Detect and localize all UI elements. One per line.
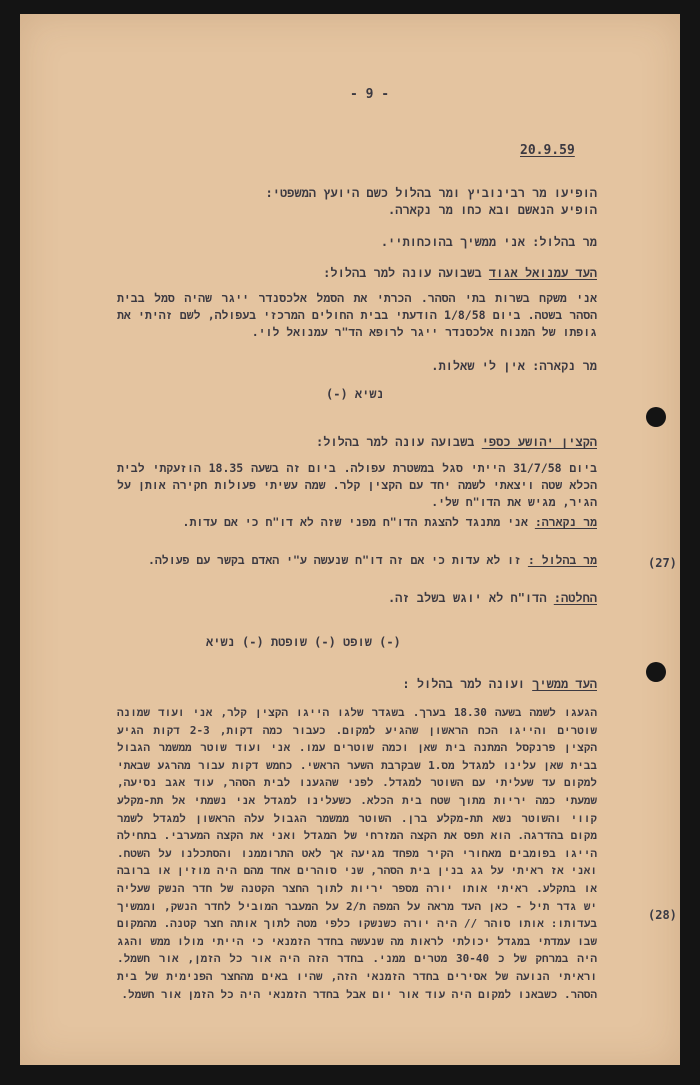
- speaker-label: מר נקארה:: [534, 515, 597, 529]
- reply-text: זו לא עדות כי אם זה דו"ח שנעשה ע"י האדם בקשר עם פעולה.: [147, 553, 521, 567]
- testimony-paragraph: ביום 31/7/58 הייתי סגל במשטרת עפולה. ביום זה בשעה 18.35 הוזעקתי לבית הכלא שטה ויצאתי לשמה יחד עם הקצין קלר. שמה עשיתי פעולות חקירה אותן על הגיר, מגיש את הדו"ח שלי.: [117, 461, 597, 509]
- margin-note: (27): [648, 556, 677, 570]
- document-page: [20, 14, 680, 1065]
- decision-text: הדו"ח לא יוגש בשלב זה.: [387, 591, 547, 605]
- witness-heading-rest: בשבועה עונה למר בהלול:: [323, 266, 482, 280]
- document-date: 20.9.59: [520, 143, 575, 158]
- decision-label: החלטה:: [553, 591, 597, 605]
- witness-name: הקצין יהושע כספי: [481, 435, 597, 449]
- intro-line: הופיע הנאשם ובא כחו מר נקארה.: [388, 203, 597, 217]
- speaker-label: מר בהלול :: [527, 553, 597, 567]
- decision-line: [388, 592, 597, 604]
- witness-name: העד ממשיך: [532, 677, 597, 691]
- cross-examination-line: מר נקארה: אין לי שאלות.: [431, 359, 597, 373]
- testimony-paragraph: אני משקח בשרות בתי הסהר. הכרתי את הסמל אלכסנדר ייגר שהיה סמל בבית הסהר בשטה. ביום 1/8/58 הודעתי בבית החולים המרכזי בעפולה, לשם זהיתי את גופתו של המנוח אלכסנדר ייגר לרופא הד"ר עמנואל לוי.: [117, 291, 597, 339]
- judges-signature-line: שופט (-) שופטת (-) נשיא (-): [206, 635, 401, 649]
- witness-heading: [316, 436, 597, 448]
- witness-heading-rest: ועונה למר בהלול :: [402, 677, 525, 691]
- testimony-paragraph: הגעגו לשמה בשעה 18.30 בערך. בשגדר שלגו הייגו הקצין קלר, אני ועוד שמונה שוטרים והייגו הכח הראשון שהגיע למקום. כעבור כמה דקות, 2-3 דקות הגיע הקצין פרנקסל המתנה בית שאן וכמה שוטרים עמו. אני ועוד שוטר ממשמר הגבול בבית שאן עלינו למגדל מס.1 שבקרבת השער הראשי. כחמש דקות עבור מהרגע שבאתי למקום עד שעליתי עם השוטר למגדל. לפני שהגענו לבית הסהר, עוד אגב נסיעה, שמעתי כמה יריות מתוך שטח בית הכלא. כשעלינו למגדל אני נשמתי אל תת-מקלע קווי והשוטר נשא תת-מקלע ברן. השוטר ממשמר הגבול עלה הראשון למגדל לשמר מקום בהדרגה. הוא תפס את הקצה המזרחי של המגדל ואני את הקצה המערבי. בתחילה הייגו בפומבים מאחורי הקיר מפחד מגיעה אך לאט התרוממנו והסתכלנו על השטח. ואני אז ראיתי על גג בנין בית הסהר, שני סוהרים אחד מהם היה מוזין או ברובה או בתקלע. ראיתי אותו יורה מספר יריות לתוך החצר הקטנה של חדר הנשק שעליה יש גדר תיל - כאן העד מראה על המפה ת/2 על המעבר המוביל לחדר הנשק, וממשיך בעדותו: אותו סוהר // היה יורה כשנשקו כלפי מטה לתוך אותה חצר קטנה. מהמקום שבו עמדתי במגדל יכולתי לראות מה שנעשה בחדר הזמנאי כי הייתי מולו ממש והגג היה במרחק של כ 30-40 מטרים ממני. בחדר הזה היה אור כל הזמן, אור חשמל. וראיתי הנועה של אסירים בחדר הזמנאי הזה, שהיו באים מהחצר הפנימית של בית הסהר. כשבאנו למקום היה עוד אור יום אבל בחדר הזמנאי היה כל הזמן אור חשמל.: [117, 706, 597, 1001]
- signature-line: (-) נשיא: [326, 387, 384, 401]
- punch-hole: [646, 407, 666, 427]
- margin-note: (28): [648, 908, 677, 922]
- witness-heading: [323, 267, 597, 279]
- objection-text: אני מתנגד להצגת הדו"ח מפני שזה לא דו"ח כי אם עדות.: [182, 515, 528, 529]
- reply-paragraph: [117, 552, 597, 569]
- page-number: - 9 -: [350, 87, 390, 102]
- proceeding-line: מר בהלול: אני ממשיך בהוכחותיי.: [380, 235, 597, 249]
- witness-name: העד עמנואל אגוד: [488, 266, 597, 280]
- intro-line: הופיעו מר רבינוביץ ומר בהלול כשם היועץ המשפטי:: [265, 186, 597, 200]
- witness-heading-rest: בשבועה עונה למר בהלול:: [315, 435, 475, 449]
- witness-heading: [402, 678, 597, 690]
- objection-paragraph: [117, 514, 597, 531]
- punch-hole: [646, 662, 666, 682]
